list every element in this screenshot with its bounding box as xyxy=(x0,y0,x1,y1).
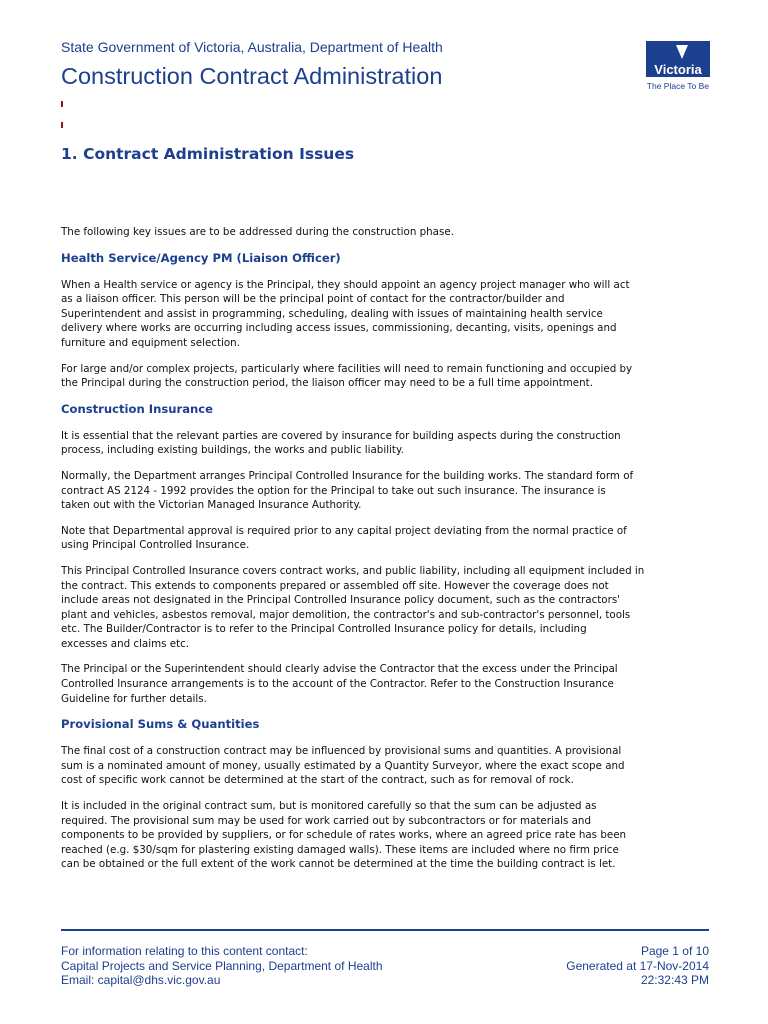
header-organization: State Government of Victoria, Australia, Department of Health xyxy=(61,39,443,55)
page-number: Page 1 of 10 xyxy=(640,944,709,958)
provisional-paragraph-2: It is included in the original contract sum, but is monitored carefully so that the sum can be adjusted as required. The provisional sum may be used for work carried out by subcontractors or for materials and components to be provided by suppliers, or for schedule of rates works, where an agreed price rate has been reached (e.g. $30/sqm for plastering existing damaged walls). These items are included where no firm price can be obtained or the full extent of the work cannot be determined at the time the building contract is let. xyxy=(61,800,627,871)
generated-date: Generated at 17-Nov-2014 xyxy=(566,958,709,973)
insurance-paragraph-5: The Principal or the Superintendent should clearly advise the Contractor that the excess under the Principal Controlled Insurance arrangements is to the account of the Contractor. Refer to the Construction Insurance Guideline for further details. xyxy=(61,663,618,705)
provisional-sums-heading: Provisional Sums & Quantities xyxy=(61,717,260,732)
footer-page-info xyxy=(566,944,709,988)
logo-wordmark: Victoria xyxy=(654,62,702,77)
document-body xyxy=(61,225,711,883)
footer-contact xyxy=(61,944,383,988)
document-title: Construction Contract Administration xyxy=(61,63,443,89)
insurance-paragraph-3: Note that Departmental approval is required prior to any capital project deviating from the normal practice of using Principal Controlled Insurance. xyxy=(61,524,627,552)
liaison-paragraph-1: When a Health service or agency is the Principal, they should appoint an agency project manager who will act as a liaison officer. This person will be the principal point of contact for the contractor/builder and Superintendent and assist in programming, scheduling, dealing with issues of maintaining health service delivery where works are occurring including access issues, commissioning, decanting, visits, openings and furniture and equipment selection. xyxy=(61,278,630,349)
footer-contact-org: Capital Projects and Service Planning, Department of Health xyxy=(61,958,383,973)
bookmark-marker xyxy=(61,122,63,128)
victoria-logo-graphic xyxy=(646,41,710,93)
victoria-logo xyxy=(646,41,710,93)
liaison-paragraph-2: For large and/or complex projects, particularly where facilities will need to remain functioning and occupied by the Principal during the construction period, the liaison officer may need to be a full time appointment. xyxy=(61,362,633,390)
footer-email[interactable]: Email: capital@dhs.vic.gov.au xyxy=(61,973,221,987)
insurance-paragraph-1: It is essential that the relevant parties are covered by insurance for building aspects during the construction process, including existing buildings, the works and public liability. xyxy=(61,429,621,457)
liaison-officer-heading: Health Service/Agency PM (Liaison Officer) xyxy=(61,250,341,265)
generated-time: 22:32:43 PM xyxy=(640,973,709,987)
bookmark-marker xyxy=(61,101,63,107)
section-heading: 1. Contract Administration Issues xyxy=(61,145,355,163)
logo-tagline: The Place To Be xyxy=(646,81,709,91)
intro-paragraph: The following key issues are to be addressed during the construction phase. xyxy=(61,226,454,238)
footer-contact-label: For information relating to this content contact: xyxy=(61,944,308,958)
provisional-paragraph-1: The final cost of a construction contract may be influenced by provisional sums and quantities. A provisional sum is a nominated amount of money, usually estimated by a Quantity Surveyor, where the exact scope and cost of specific work cannot be determined at the start of the contract, such as for removal of rock. xyxy=(61,745,625,787)
footer-divider xyxy=(61,929,709,931)
insurance-paragraph-4: This Principal Controlled Insurance covers contract works, and public liability, including all equipment included in the contract. This extends to components prepared or assembled off site. However the coverage does not include areas not designated in the Principal Controlled Insurance policy document, such as the contractors' plant and vehicles, asbestos removal, major demolition, the contractor's and sub-contractor's personnel, tools etc. The Builder/Contractor is to refer to the Principal Controlled Insurance policy for details, including excesses and claims etc. xyxy=(61,564,645,650)
insurance-paragraph-2: Normally, the Department arranges Principal Controlled Insurance for the building works. The standard form of contract AS 2124 - 1992 provides the option for the Principal to take out such insurance. The insurance is taken out with the Victorian Managed Insurance Authority. xyxy=(61,469,634,512)
construction-insurance-heading: Construction Insurance xyxy=(61,401,214,416)
